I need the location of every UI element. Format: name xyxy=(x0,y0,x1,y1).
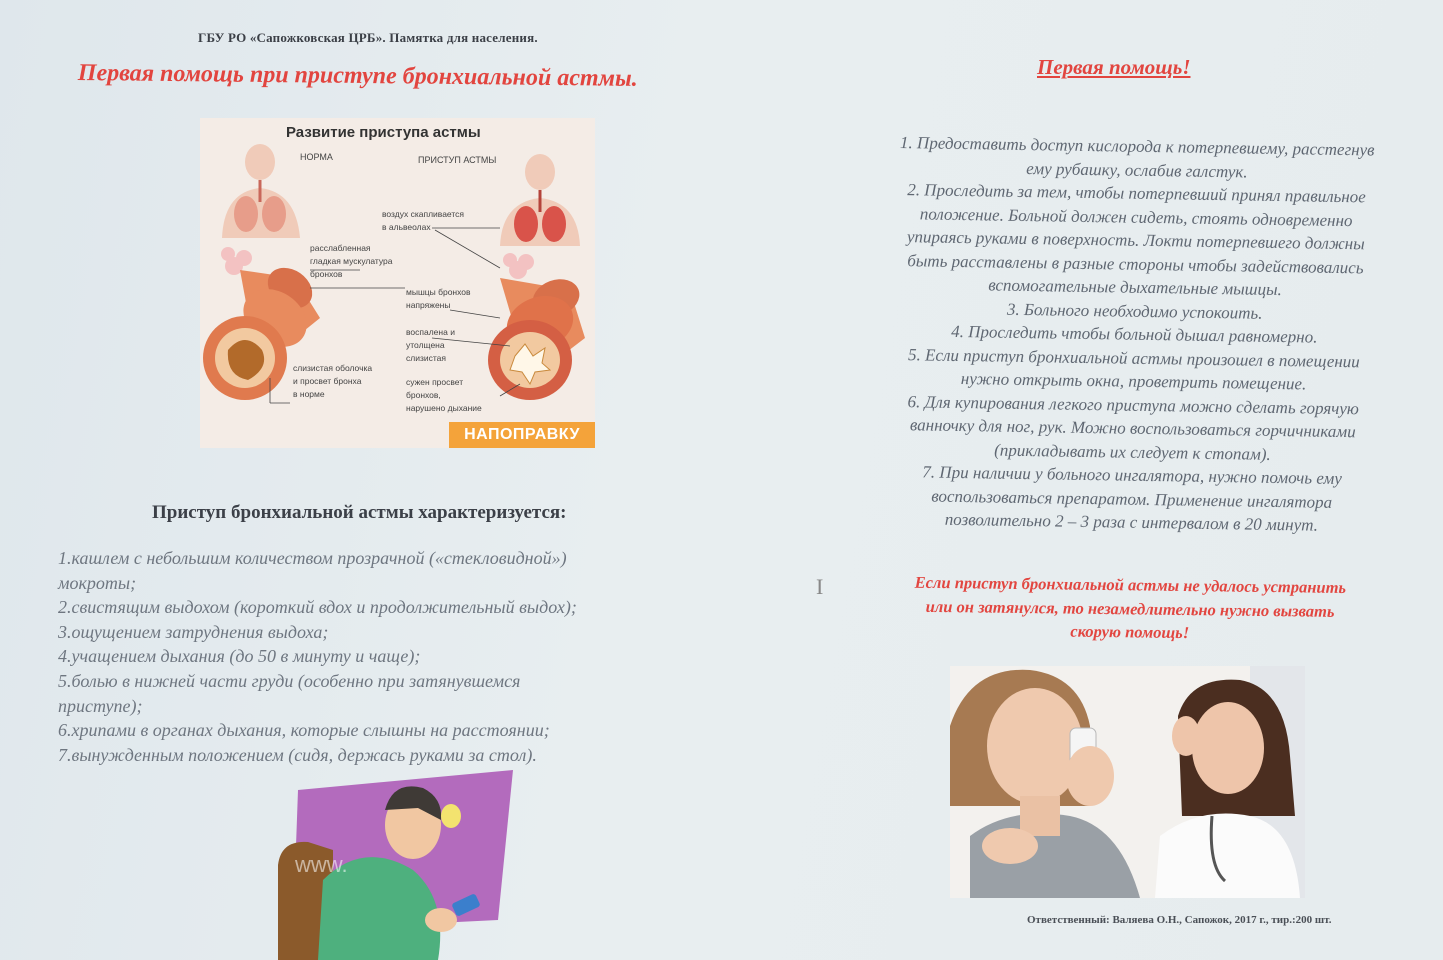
caption-relaxed-muscle: расслабленная гладкая мускулатура бронхов xyxy=(310,243,393,279)
emergency-warning: Если приступ бронхиальной астмы не удалось устранить или он затянулся, то незамедлительно нужно вызвать скорую помощь! xyxy=(914,572,1347,643)
caption-tense-muscle: мышцы бронхов напряжены xyxy=(406,287,471,310)
list-item: вспомогательные дыхательные мышцы. xyxy=(988,275,1282,300)
list-item: 1. Предоставить доступ кислорода к потерпевшему, расстегнув xyxy=(899,133,1375,160)
label-norm: НОРМА xyxy=(300,152,333,162)
symptoms-list xyxy=(58,546,718,767)
caption-inflamed: воспалена и утолщена слизистая xyxy=(406,327,455,363)
first-aid-steps xyxy=(829,130,1440,539)
first-aid-title: Первая помощь! xyxy=(1037,55,1191,79)
list-item: 7. При наличии у больного ингалятора, нужно помочь ему xyxy=(922,462,1342,489)
label-attack: ПРИСТУП АСТМЫ xyxy=(418,155,497,165)
list-item: позволительно 2 – 3 раза с интервалом в 20 минут. xyxy=(944,509,1319,535)
list-item: 5.болью в нижней части груди (особенно при затянувшемся xyxy=(58,670,521,691)
diagram-title: Развитие приступа астмы xyxy=(286,124,481,141)
list-item: приступе); xyxy=(58,695,143,716)
list-item: 5. Если приступ бронхиальной астмы произошел в помещении xyxy=(907,344,1360,371)
footer-responsible: Ответственный: Валяева О.Н., Сапожок, 2017 г., тир.:200 шт. xyxy=(1027,914,1332,926)
list-item: 3. Больного необходимо успокоить. xyxy=(1006,299,1263,323)
list-item: ему рубашку, ослабив галстук. xyxy=(1026,158,1248,181)
list-item: мокроты; xyxy=(58,572,137,593)
page-title: Первая помощь при приступе бронхиальной астмы. xyxy=(77,60,638,92)
brand-logo: НАПОПРАВКУ xyxy=(449,422,595,448)
characteristics-title: Приступ бронхиальной астмы характеризуется: xyxy=(152,502,567,523)
text-cursor-icon: I xyxy=(816,574,824,599)
list-item: 6. Для купирования легкого приступа можно сделать горячую xyxy=(907,391,1360,418)
list-item: быть расставлены в разные стороны чтобы задействовались xyxy=(907,250,1364,277)
caption-alveoli: воздух скапливается в альвеолах xyxy=(382,209,465,232)
list-item: 4.учащением дыхания (до 50 в минуту и чаще); xyxy=(58,646,421,667)
caption-normal-mucosa: слизистая оболочка и просвет бронха в норме xyxy=(293,363,373,399)
list-item: 6.хрипами в органах дыхания, которые слышны на расстоянии; xyxy=(58,720,550,741)
list-item: положение. Больной должен сидеть, стоять одновременно xyxy=(919,203,1353,230)
list-item: 1.кашлем с небольшим количеством прозрачной («стекловидной») xyxy=(58,548,567,568)
list-item: 3.ощущением затруднения выдоха; xyxy=(58,621,329,642)
list-item: 4. Проследить чтобы больной дышал равномерно. xyxy=(951,321,1318,347)
caption-narrowed: сужен просвет бронхов, нарушено дыхание xyxy=(406,377,482,413)
list-item: воспользоваться препаратом. Применение ингалятора xyxy=(931,486,1333,512)
list-item: (прикладывать их следует к стопам). xyxy=(994,440,1271,464)
list-item: 7.вынужденным положением (сидя, держась руками за стол). xyxy=(58,744,537,765)
inhaler-photo xyxy=(950,666,1305,898)
asthma-cartoon xyxy=(273,770,518,960)
cartoon-watermark: www. xyxy=(295,852,348,877)
list-item: ванночку для ног, рук. Можно воспользоваться горчичниками xyxy=(909,415,1356,442)
asthma-development-diagram xyxy=(200,118,595,448)
list-item: нужно открыть окна, проветрить помещение. xyxy=(960,369,1307,394)
list-item: упираясь руками в поверхность. Локти потерпевшего должны xyxy=(906,227,1365,254)
organization-header: ГБУ РО «Сапожковская ЦРБ». Памятка для населения. xyxy=(198,30,538,45)
list-item: 2.свистящим выдохом (короткий вдох и продолжительный выдох); xyxy=(58,597,577,618)
diagram-illustration xyxy=(200,118,595,448)
list-item: 2. Проследить за тем, чтобы потерпевший принял правильное xyxy=(907,180,1366,207)
